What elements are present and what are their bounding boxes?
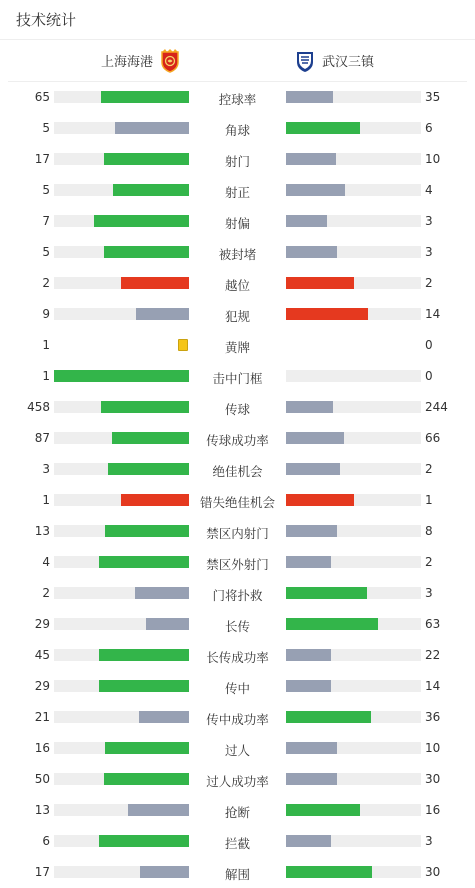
away-stat-bar [286,556,331,568]
teams-row [8,40,467,82]
stat-row [0,237,475,268]
stat-label: 传中 [224,681,250,696]
away-stat-value: 1 [425,493,433,507]
home-stat-bar [139,711,189,723]
home-stat-value: 16 [34,741,50,755]
stats-list [0,82,475,888]
away-stat-value: 30 [425,772,441,786]
home-stat-bar [112,432,189,444]
stat-label: 黄牌 [224,340,250,355]
away-stat-bar-track [286,153,421,165]
away-stat-value: 0 [425,338,433,352]
stat-label: 角球 [224,123,250,138]
home-stat-value: 4 [42,555,50,569]
away-stat-value: 3 [425,245,433,259]
stat-label: 禁区内射门 [206,526,269,541]
home-stat-value: 50 [34,772,50,786]
home-stat-value: 5 [42,121,50,135]
home-team-badge-icon [159,49,181,73]
stat-row [0,423,475,454]
away-stat-value: 10 [425,152,441,166]
stat-label: 长传 [224,619,250,634]
home-stat-value: 87 [34,431,50,445]
away-stat-value: 10 [425,741,441,755]
stat-row [0,640,475,671]
away-team[interactable] [294,49,374,73]
away-stat-value: 14 [425,307,441,321]
home-stat-value: 9 [42,307,50,321]
away-stat-bar-track [286,525,421,537]
home-stat-value: 29 [34,617,50,631]
home-team-name: 上海海港 [100,55,153,70]
stat-row [0,361,475,392]
home-stat-value: 2 [42,276,50,290]
stat-row [0,857,475,888]
home-stat-bar [99,556,189,568]
home-stat-bar-track [54,618,189,630]
stat-label: 击中门框 [212,371,263,386]
stat-row [0,299,475,330]
home-stat-bar [140,866,189,878]
away-stat-value: 3 [425,834,433,848]
away-stat-value: 22 [425,648,441,662]
home-stat-value: 3 [42,462,50,476]
home-stat-value: 17 [34,865,50,879]
stat-row [0,82,475,113]
away-stat-value: 2 [425,462,433,476]
home-stat-bar [136,308,189,320]
away-stat-bar [286,649,331,661]
away-stat-value: 2 [425,276,433,290]
home-stat-bar [104,153,189,165]
stat-row [0,175,475,206]
away-stat-bar [286,432,344,444]
stat-label: 绝佳机会 [212,464,263,479]
stat-label: 控球率 [218,92,257,107]
stat-row [0,578,475,609]
stat-row [0,671,475,702]
home-stat-bar-track [54,680,189,692]
stat-label: 传球成功率 [206,433,269,448]
away-stat-bar-track [286,91,421,103]
home-team[interactable] [101,49,181,73]
away-stat-value: 4 [425,183,433,197]
away-stat-value: 244 [425,400,448,414]
home-stat-bar-track [54,246,189,258]
home-stat-value: 21 [34,710,50,724]
home-stat-bar [101,91,189,103]
stat-label: 被封堵 [218,247,257,262]
away-stat-bar-track [286,277,421,289]
away-stat-value: 3 [425,214,433,228]
home-stat-bar [115,122,189,134]
home-stat-bar-track [54,556,189,568]
away-stat-bar [286,680,331,692]
stat-row [0,733,475,764]
stat-row [0,454,475,485]
away-stat-bar [286,525,337,537]
stat-row [0,702,475,733]
away-stat-bar [286,463,340,475]
home-stat-bar-track [54,432,189,444]
away-stat-bar [286,401,333,413]
away-stat-bar-track [286,184,421,196]
home-stat-bar [104,773,189,785]
away-stat-bar-track [286,370,421,382]
home-stat-bar-track [54,587,189,599]
away-stat-value: 35 [425,90,441,104]
home-stat-bar-track [54,91,189,103]
home-stat-bar-track [54,122,189,134]
away-stat-value: 2 [425,555,433,569]
away-stat-value: 63 [425,617,441,631]
home-stat-bar [105,525,189,537]
away-stat-bar [286,494,354,506]
home-stat-bar-track [54,525,189,537]
stat-label: 过人成功率 [206,774,269,789]
away-team-name: 武汉三镇 [322,55,375,70]
home-stat-value: 5 [42,183,50,197]
away-stat-bar [286,277,354,289]
stat-label: 射门 [224,154,250,169]
home-stat-value: 17 [34,152,50,166]
home-stat-bar [54,370,189,382]
stat-row [0,516,475,547]
away-stat-bar [286,804,360,816]
away-stat-bar-track [286,804,421,816]
home-stat-bar [99,649,189,661]
stat-label: 传球 [224,402,250,417]
away-stat-bar [286,742,337,754]
stat-row [0,547,475,578]
home-stat-bar [128,804,189,816]
home-stat-value: 29 [34,679,50,693]
stat-row [0,764,475,795]
away-stat-bar-track [286,401,421,413]
home-stat-bar [94,215,189,227]
home-stat-value: 1 [42,493,50,507]
stat-label: 射偏 [224,216,250,231]
yellow-card-icon [178,339,188,351]
away-stat-bar [286,215,327,227]
home-stat-value: 13 [34,803,50,817]
home-stat-bar-track [54,277,189,289]
away-stat-bar-track [286,618,421,630]
away-stat-value: 66 [425,431,441,445]
home-stat-value: 458 [27,400,50,414]
stat-label: 越位 [224,278,250,293]
home-stat-bar-track [54,463,189,475]
stat-label: 解围 [224,867,250,882]
home-stat-bar-track [54,494,189,506]
home-stat-bar-track [54,370,189,382]
stat-row [0,113,475,144]
home-stat-bar-track [54,742,189,754]
home-stat-value: 45 [34,648,50,662]
stat-label: 错失绝佳机会 [199,495,275,510]
home-stat-bar [121,277,189,289]
stat-label: 拦截 [224,836,250,851]
home-stat-value: 13 [34,524,50,538]
away-stat-bar [286,308,368,320]
away-stat-bar-track [286,432,421,444]
stat-label: 长传成功率 [206,650,269,665]
home-stat-bar [105,742,189,754]
home-stat-bar-track [54,184,189,196]
away-stat-bar [286,866,372,878]
stat-row [0,330,475,361]
away-stat-bar [286,184,345,196]
away-stat-bar-track [286,122,421,134]
away-team-badge-icon [294,49,316,73]
home-stat-bar [101,401,189,413]
away-stat-value: 3 [425,586,433,600]
stat-row [0,144,475,175]
home-stat-bar-track [54,773,189,785]
away-stat-bar-track [286,649,421,661]
stat-row [0,795,475,826]
away-stat-bar-track [286,308,421,320]
away-stat-bar [286,246,337,258]
away-stat-bar-track [286,711,421,723]
page-title: 技术统计 [16,11,77,29]
stat-row [0,392,475,423]
home-stat-value: 5 [42,245,50,259]
away-stat-bar [286,773,337,785]
home-stat-bar [108,463,189,475]
stat-label: 门将扑救 [212,588,263,603]
home-stat-value: 65 [34,90,50,104]
away-stat-value: 0 [425,369,433,383]
home-stat-bar-track [54,401,189,413]
away-stat-bar-track [286,587,421,599]
stat-row [0,268,475,299]
home-stat-bar [99,835,189,847]
stat-label: 禁区外射门 [206,557,269,572]
home-stat-value: 2 [42,586,50,600]
away-stat-bar-track [286,215,421,227]
home-stat-bar-track [54,804,189,816]
home-stat-bar-track [54,649,189,661]
stat-label: 犯规 [224,309,250,324]
stat-row [0,826,475,857]
away-stat-bar-track [286,835,421,847]
away-stat-value: 8 [425,524,433,538]
stat-label: 过人 [224,743,250,758]
away-stat-value: 14 [425,679,441,693]
away-stat-bar-track [286,742,421,754]
away-stat-bar [286,91,333,103]
home-stat-bar-track [54,308,189,320]
away-stat-bar [286,835,331,847]
away-stat-value: 30 [425,865,441,879]
away-stat-value: 6 [425,121,433,135]
away-stat-value: 36 [425,710,441,724]
away-stat-value: 16 [425,803,441,817]
away-stat-bar [286,711,371,723]
home-stat-bar [113,184,189,196]
away-stat-bar-track [286,773,421,785]
away-stat-bar-track [286,246,421,258]
home-stat-value: 1 [42,369,50,383]
home-stat-value: 7 [42,214,50,228]
home-stat-bar [135,587,189,599]
home-stat-bar [121,494,189,506]
stat-label: 射正 [224,185,250,200]
away-stat-bar [286,122,360,134]
away-stat-bar-track [286,680,421,692]
away-stat-bar [286,153,336,165]
away-stat-bar [286,587,367,599]
away-stat-bar-track [286,556,421,568]
stat-row [0,485,475,516]
home-stat-value: 1 [42,338,50,352]
home-stat-bar-track [54,866,189,878]
home-stat-bar-track [54,835,189,847]
stat-label: 传中成功率 [206,712,269,727]
stat-row [0,206,475,237]
stat-label: 抢断 [224,805,250,820]
home-stat-bar-track [54,711,189,723]
away-stat-bar-track [286,494,421,506]
away-stat-bar [286,618,378,630]
home-stat-bar-track [54,153,189,165]
stat-row [0,609,475,640]
home-stat-value: 6 [42,834,50,848]
home-stat-bar-track [54,215,189,227]
home-stat-bar [99,680,189,692]
away-stat-bar-track [286,866,421,878]
page-header [0,0,475,40]
away-stat-bar-track [286,463,421,475]
home-stat-bar [104,246,189,258]
home-stat-bar [146,618,189,630]
